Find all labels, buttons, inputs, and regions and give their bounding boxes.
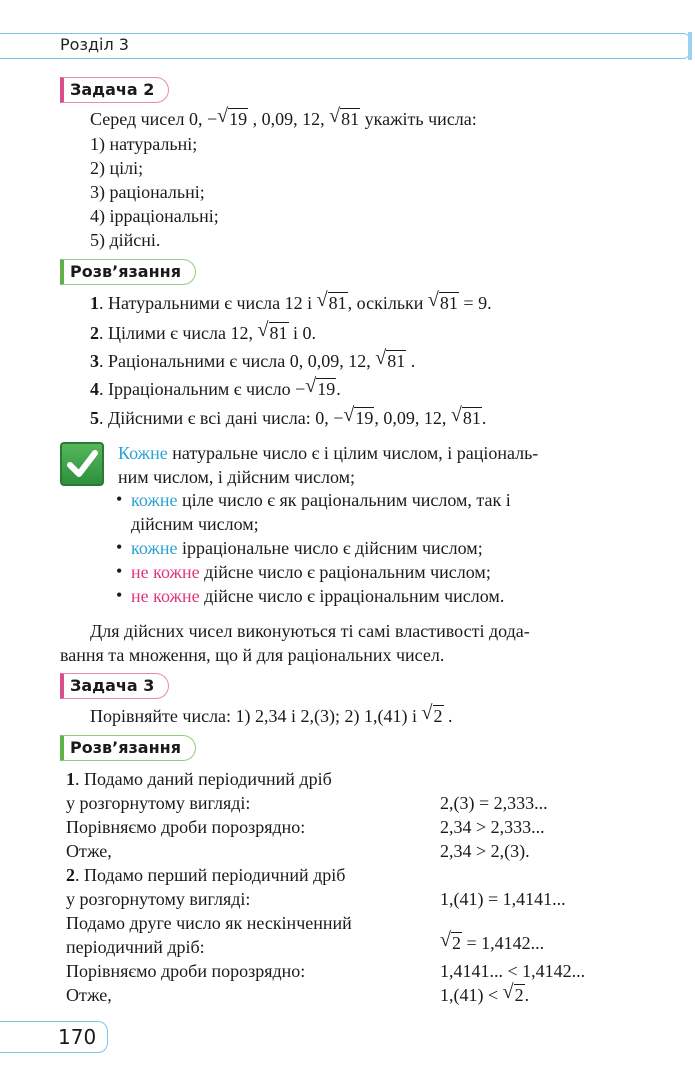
sqrt-19: √ 19 [217, 105, 248, 129]
bullet: • [116, 537, 123, 557]
solution3-left: 1. Подамо даний періодичний дріб [66, 769, 332, 789]
solution2-step2: 2. Цілими є числа 12, √ 81 і 0. [90, 319, 317, 343]
note-bullet3: не кожне дійсне число є раціональним числом; [131, 562, 491, 582]
solution3-right: 2,(3) = 2,333... [440, 793, 548, 813]
bullet: • [116, 489, 123, 509]
task3-label: Задача 3 [60, 673, 169, 699]
sqrt-19: √ 19 [305, 375, 336, 399]
solution3-left: Порівняємо дроби порозрядно: [66, 961, 306, 981]
note-bullet4: не кожне дійсне число є ірраціональним числом. [131, 586, 505, 606]
sqrt-81: √ 81 [427, 289, 458, 313]
note-line1: Кожне натуральне число є і цілим числом, і раціональ- [118, 443, 539, 463]
chapter-title: Розділ 3 [60, 35, 129, 54]
solution3-right: 2,34 > 2,(3). [440, 841, 530, 861]
solution3-label: Розв’язання [60, 735, 196, 761]
header-stripe [688, 32, 692, 60]
task2-item: 5) дійсні. [90, 230, 161, 250]
solution2-step5: 5. Дійсними є всі дані числа: 0, − √ 19, 0,09, 12, √ 81. [90, 404, 487, 428]
solution3-left: Отже, [66, 841, 112, 861]
sqrt-19: √ 19 [343, 404, 374, 428]
solution3-left: Порівняємо дроби порозрядно: [66, 817, 306, 837]
solution2-step3: 3. Раціональними є числа 0, 0,09, 12, √ 81 . [90, 347, 416, 371]
solution3-right: 2,34 > 2,333... [440, 817, 545, 837]
sqrt-81: √ 81 [329, 105, 360, 129]
sqrt-2: √ 2 [421, 702, 443, 726]
solution3-left: 2. Подамо перший періодичний дріб [66, 865, 346, 885]
solution3-right: 1,(41) < √ 2. [440, 981, 530, 1005]
note-bullet1-cont: дійсним числом; [131, 514, 259, 534]
solution2-step1: 1. Натуральними є числа 12 і √ 81, оскільки √ 81 = 9. [90, 289, 492, 313]
solution3-left: Подамо друге число як нескінченний [66, 913, 352, 933]
note-line2: ним числом, і дійсним числом; [118, 467, 356, 487]
task2-item: 1) натуральні; [90, 134, 198, 154]
task2-item: 3) раціональні; [90, 182, 205, 202]
task2-label: Задача 2 [60, 77, 169, 103]
bullet: • [116, 585, 123, 605]
page-number: 170 [58, 1025, 97, 1049]
solution3-right: √ 2 = 1,4142... [440, 929, 545, 953]
sqrt-2: √ 2 [440, 929, 461, 953]
solution2-label: Розв’язання [60, 259, 196, 285]
task2-item: 2) цілі; [90, 158, 144, 178]
solution3-left: Отже, [66, 985, 112, 1005]
sqrt-81: √ 81 [316, 289, 347, 313]
solution3-right: 1,4141... < 1,4142... [440, 961, 586, 981]
note-bullet2: кожне ірраціональне число є дійсним числом; [131, 538, 483, 558]
solution3-left: періодичний дріб: [66, 937, 205, 957]
task3-text: Порівняйте числа: 1) 2,34 і 2,(3); 2) 1,(41) і √ 2 . [90, 702, 453, 726]
paragraph-line1: Для дійсних чисел виконуються ті самі властивості дода- [90, 621, 530, 641]
checkmark-icon [60, 442, 104, 486]
sqrt-81: √ 81 [450, 404, 481, 428]
solution2-step4: 4. Ірраціональним є число − √ 19. [90, 375, 341, 399]
bullet: • [116, 561, 123, 581]
solution3-right: 1,(41) = 1,4141... [440, 889, 566, 909]
sqrt-2: √ 2 [502, 981, 524, 1005]
sqrt-81: √ 81 [257, 319, 288, 343]
task2-item: 4) ірраціональні; [90, 206, 219, 226]
solution3-left: у розгорнутому вигляді: [66, 793, 251, 813]
paragraph-line2: вання та множення, що й для раціональних чисел. [60, 645, 445, 665]
task2-intro: Серед чисел 0, − √ 19 , 0,09, 12, √ 81 укажіть числа: [90, 105, 477, 129]
sqrt-81: √ 81 [375, 347, 406, 371]
checkmark-glyph [62, 444, 102, 484]
solution3-left: у розгорнутому вигляді: [66, 889, 251, 909]
note-bullet1: кожне ціле число є як раціональним числом, так і [131, 490, 511, 510]
